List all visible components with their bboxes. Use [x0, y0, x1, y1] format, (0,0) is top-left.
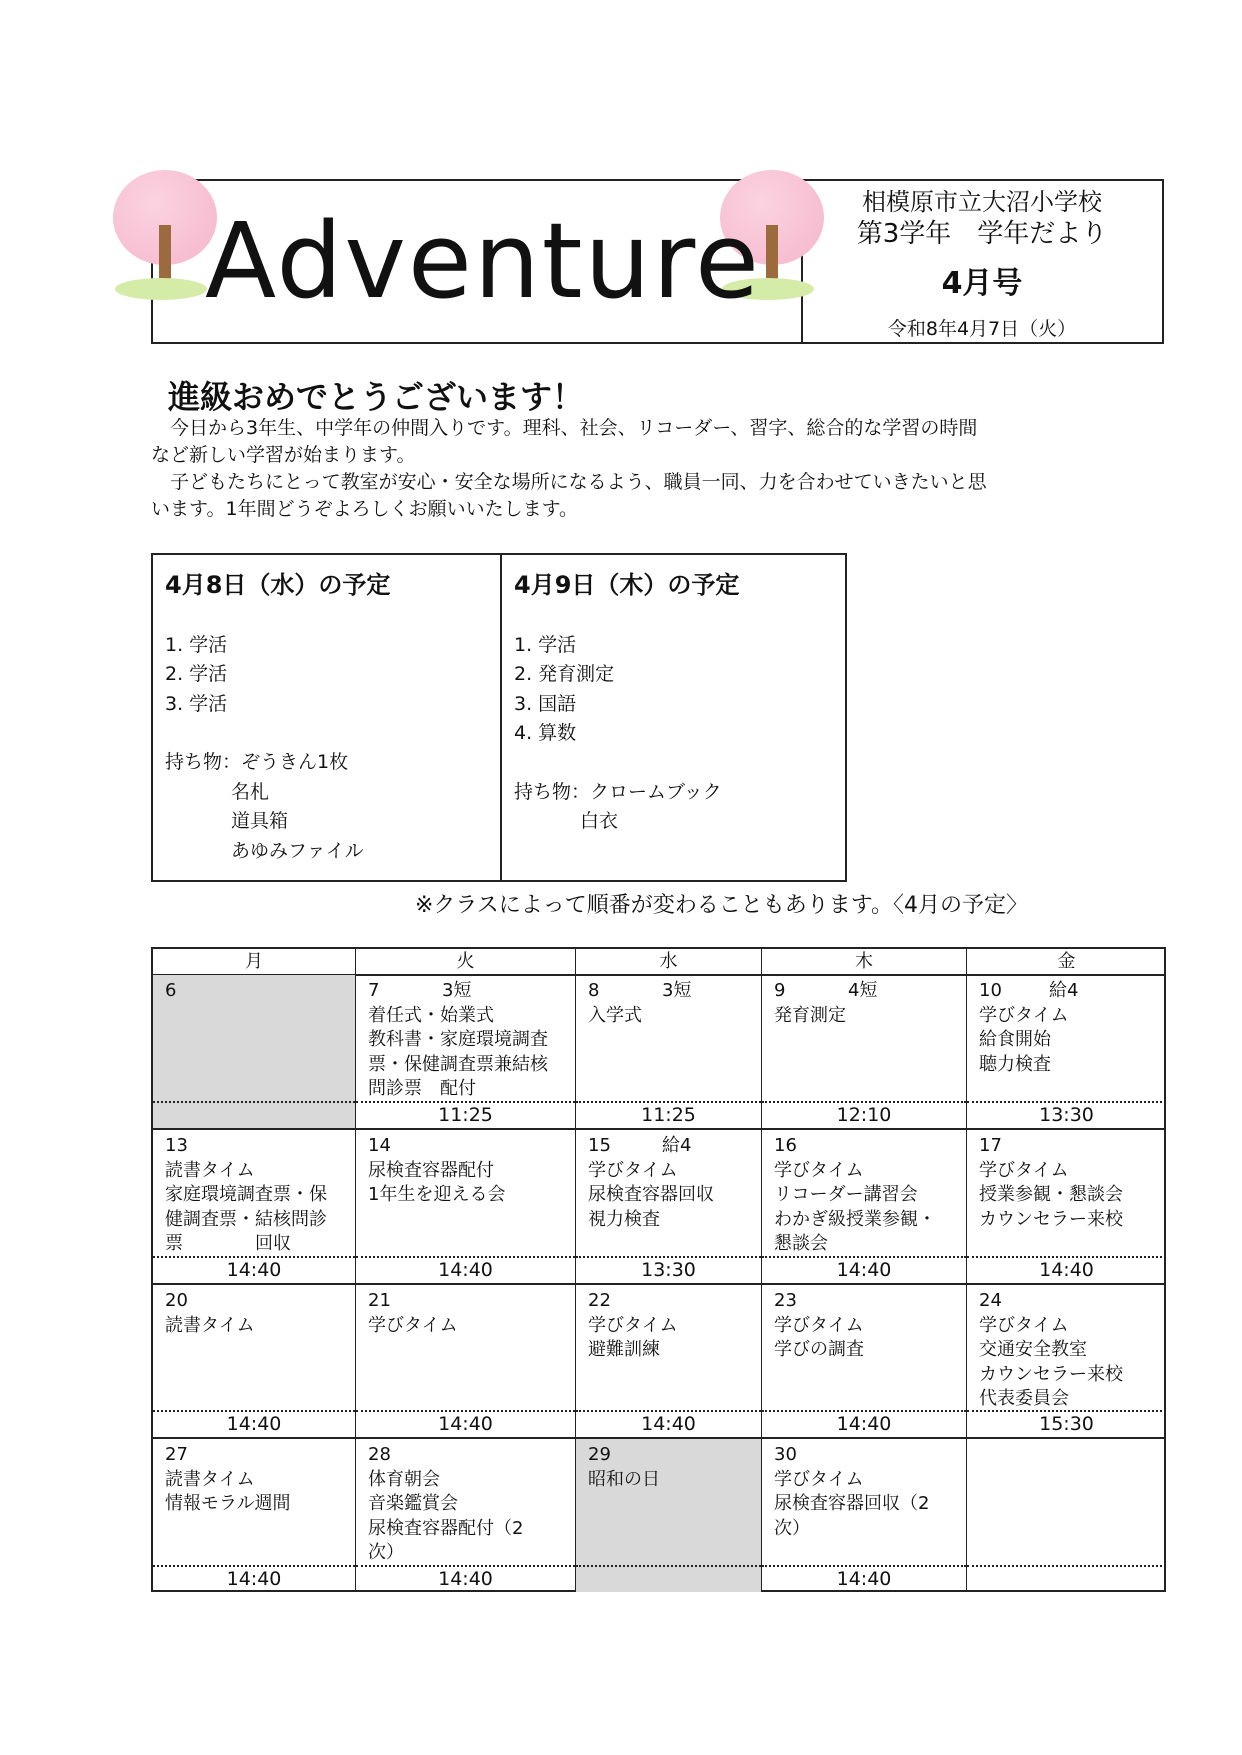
calendar-event: 聴力検査	[979, 1053, 1051, 1075]
day-number: 8	[588, 980, 600, 1001]
calendar-day-cell	[576, 1285, 762, 1439]
schedule-item: 4. 算数	[514, 722, 577, 744]
dismissal-time: 15:30	[1039, 1413, 1094, 1435]
schedule-item: 1. 学活	[165, 633, 228, 656]
issue-label: 4月号	[941, 266, 1023, 301]
calendar-day-cell	[153, 1130, 356, 1285]
calendar-event: 学びの調査	[774, 1339, 864, 1360]
dismissal-time: 14:40	[836, 1568, 892, 1590]
calendar-event: 学びタイム	[979, 1004, 1069, 1026]
calendar-event: 次）	[368, 1542, 404, 1563]
calendar-event: 情報モラル週間	[165, 1493, 291, 1514]
day-number: 9	[774, 980, 786, 1001]
schedule-title: 4月9日（木）の予定	[514, 571, 740, 599]
dismissal-time: 11:25	[438, 1104, 493, 1126]
calendar-day-cell	[153, 975, 356, 1130]
calendar-event: 健調査票・結核問診	[165, 1208, 327, 1230]
belonging-item: あゆみファイル	[231, 839, 364, 862]
dismissal-time: 14:40	[226, 1259, 282, 1281]
day-number: 15	[588, 1135, 611, 1156]
dismissal-time: 14:40	[438, 1413, 493, 1435]
schedule-item: 3. 学活	[165, 692, 228, 715]
dismissal-time: 11:25	[641, 1104, 696, 1126]
calendar-event: 学びタイム	[979, 1159, 1069, 1181]
dismissal-time: 12:10	[836, 1104, 892, 1126]
weekday-header: 金	[967, 949, 1166, 976]
schedule-box	[151, 553, 847, 882]
calendar-event: 交通安全教室	[979, 1339, 1087, 1360]
greeting-title: 進級おめでとうございます！	[168, 378, 585, 416]
calendar-day-cell	[762, 1130, 967, 1285]
calendar-event: 票・保健調査票兼結核	[368, 1053, 548, 1075]
calendar-event: 発育測定	[774, 1004, 846, 1026]
day-number: 23	[774, 1290, 797, 1311]
calendar-day-cell	[356, 1285, 576, 1439]
belonging-item: 道具箱	[231, 810, 289, 832]
dismissal-time	[576, 1567, 761, 1592]
dismissal-time: 14:40	[438, 1259, 493, 1281]
dismissal-time	[967, 1567, 1166, 1592]
day-number: 7	[368, 980, 380, 1001]
day-number: 13	[165, 1135, 188, 1156]
greeting-line: など新しい学習が始まります。	[151, 444, 416, 466]
calendar-event: 学びタイム	[774, 1159, 864, 1181]
calendar-event: 学びタイム	[588, 1314, 678, 1336]
schedule-note: ※クラスによって順番が変わることもあります。〈4月の予定〉	[415, 893, 1029, 918]
schedule-apr8	[165, 571, 390, 866]
calendar-event: 次）	[774, 1517, 810, 1539]
calendar-day-cell	[576, 975, 762, 1130]
dismissal-time: 14:40	[1039, 1259, 1094, 1281]
schedule-item: 3. 国語	[514, 692, 577, 715]
calendar-event: 尿検査容器配付	[368, 1159, 494, 1181]
schedule-item: 2. 発育測定	[514, 663, 615, 685]
day-number: 21	[368, 1290, 391, 1311]
day-number: 17	[979, 1135, 1002, 1156]
calendar-event: 体育朝会	[368, 1468, 440, 1490]
dismissal-time: 14:40	[641, 1413, 696, 1435]
day-number: 16	[774, 1135, 797, 1156]
calendar-event: 学びタイム	[368, 1314, 458, 1336]
dismissal-time	[153, 1103, 355, 1128]
calendar-event: 避難訓練	[588, 1339, 660, 1360]
calendar-day-cell	[762, 975, 967, 1130]
calendar-event: 着任式・始業式	[368, 1004, 494, 1026]
day-number: 22	[588, 1290, 611, 1311]
day-type-badge: 3短	[442, 980, 472, 1001]
day-number: 30	[774, 1444, 797, 1465]
day-number: 28	[368, 1444, 391, 1465]
april-calendar	[151, 947, 1166, 1592]
calendar-day-cell	[356, 975, 576, 1130]
weekday-header: 水	[576, 949, 762, 976]
greeting-line: 今日から3年生、中学年の仲間入りです。理科、社会、リコーダー、習字、総合的な学習の時間	[151, 417, 978, 439]
belonging-item: 名札	[231, 780, 270, 803]
calendar-event: 授業参観・懇談会	[979, 1184, 1123, 1205]
calendar-event: 音楽鑑賞会	[368, 1493, 458, 1514]
calendar-event: 1年生を迎える会	[368, 1184, 506, 1205]
calendar-day-cell	[967, 1439, 1166, 1592]
calendar-day-cell	[153, 1285, 356, 1439]
calendar-day-cell	[356, 1439, 576, 1592]
weekday-header: 月	[153, 949, 356, 976]
calendar-event: 昭和の日	[588, 1468, 660, 1490]
calendar-event: リコーダー講習会	[774, 1184, 918, 1205]
school-name: 相模原市立大沼小学校	[862, 188, 1102, 216]
calendar-event: 入学式	[588, 1004, 642, 1026]
calendar-event: 学びタイム	[774, 1314, 864, 1336]
day-number: 14	[368, 1135, 391, 1156]
schedule-divider	[500, 555, 502, 880]
calendar-event: 学びタイム	[588, 1159, 678, 1181]
calendar-event: 教科書・家庭環境調査	[368, 1029, 548, 1050]
calendar-day-cell	[967, 1130, 1166, 1285]
greeting-line: 子どもたちにとって教室が安心・安全な場所になるよう、職員一同、力を合わせていきたいと思	[151, 471, 987, 493]
calendar-day-cell	[967, 1285, 1166, 1439]
calendar-event: 読書タイム	[165, 1468, 255, 1490]
calendar-event: 尿検査容器回収（2	[774, 1493, 930, 1514]
day-number: 29	[588, 1444, 611, 1465]
schedule-apr9	[514, 571, 739, 837]
day-number: 6	[165, 980, 177, 1001]
calendar-day-cell	[762, 1285, 967, 1439]
calendar-event: 票 回収	[165, 1233, 291, 1254]
dismissal-time: 13:30	[1039, 1104, 1094, 1126]
calendar-event: カウンセラー来校	[979, 1208, 1123, 1230]
day-type-badge: 3短	[662, 980, 692, 1001]
day-type-badge: 4短	[848, 980, 878, 1001]
calendar-day-cell	[153, 1439, 356, 1592]
greeting-line: います。1年間どうぞよろしくお願いいたします。	[151, 498, 579, 520]
day-number: 20	[165, 1290, 188, 1311]
calendar-day-cell	[576, 1130, 762, 1285]
calendar-day-cell	[762, 1439, 967, 1592]
dismissal-time: 14:40	[226, 1568, 282, 1590]
newsletter-name: 第3学年 学年だより	[856, 219, 1108, 249]
calendar-day-cell	[576, 1439, 762, 1592]
day-number: 27	[165, 1444, 188, 1465]
weekday-header: 火	[356, 949, 576, 976]
calendar-event: 読書タイム	[165, 1314, 255, 1336]
issue-date: 令和8年4月7日（火）	[887, 318, 1077, 340]
belongings-label: 持ち物：ぞうきん1枚	[165, 751, 349, 773]
dismissal-time: 14:40	[226, 1413, 282, 1435]
calendar-event: 代表委員会	[979, 1388, 1069, 1409]
dismissal-time: 14:40	[836, 1259, 892, 1281]
calendar-event: 懇談会	[774, 1233, 828, 1254]
schedule-item: 2. 学活	[165, 663, 228, 685]
belonging-item: 白衣	[580, 810, 619, 832]
calendar-day-cell	[967, 975, 1166, 1130]
calendar-event: 読書タイム	[165, 1159, 255, 1181]
calendar-event: 視力検査	[588, 1208, 660, 1230]
calendar-event: 尿検査容器回収	[588, 1184, 714, 1205]
day-type-badge: 給4	[662, 1135, 692, 1156]
day-number: 10	[979, 980, 1002, 1001]
calendar-event: 給食開始	[979, 1029, 1051, 1050]
day-type-badge: 給4	[1049, 980, 1079, 1001]
calendar-day-cell	[356, 1130, 576, 1285]
schedule-title: 4月8日（水）の予定	[165, 571, 391, 599]
calendar-event: 家庭環境調査票・保	[165, 1184, 327, 1205]
day-number: 24	[979, 1290, 1002, 1311]
dismissal-time: 14:40	[438, 1568, 493, 1590]
belongings-label: 持ち物：クロームブック	[514, 780, 722, 803]
dismissal-time: 14:40	[836, 1413, 892, 1435]
schedule-item: 1. 学活	[514, 633, 577, 656]
calendar-event: 問診票 配付	[368, 1078, 476, 1099]
calendar-event: カウンセラー来校	[979, 1363, 1123, 1385]
calendar-event: 尿検査容器配付（2	[368, 1517, 524, 1539]
newsletter-title: Adventure	[205, 200, 761, 322]
dismissal-time: 13:30	[641, 1259, 696, 1281]
calendar-event: 学びタイム	[979, 1314, 1069, 1336]
calendar-event: 学びタイム	[774, 1468, 864, 1490]
calendar-event: わかぎ級授業参観・	[774, 1208, 936, 1230]
weekday-header: 木	[762, 949, 967, 976]
